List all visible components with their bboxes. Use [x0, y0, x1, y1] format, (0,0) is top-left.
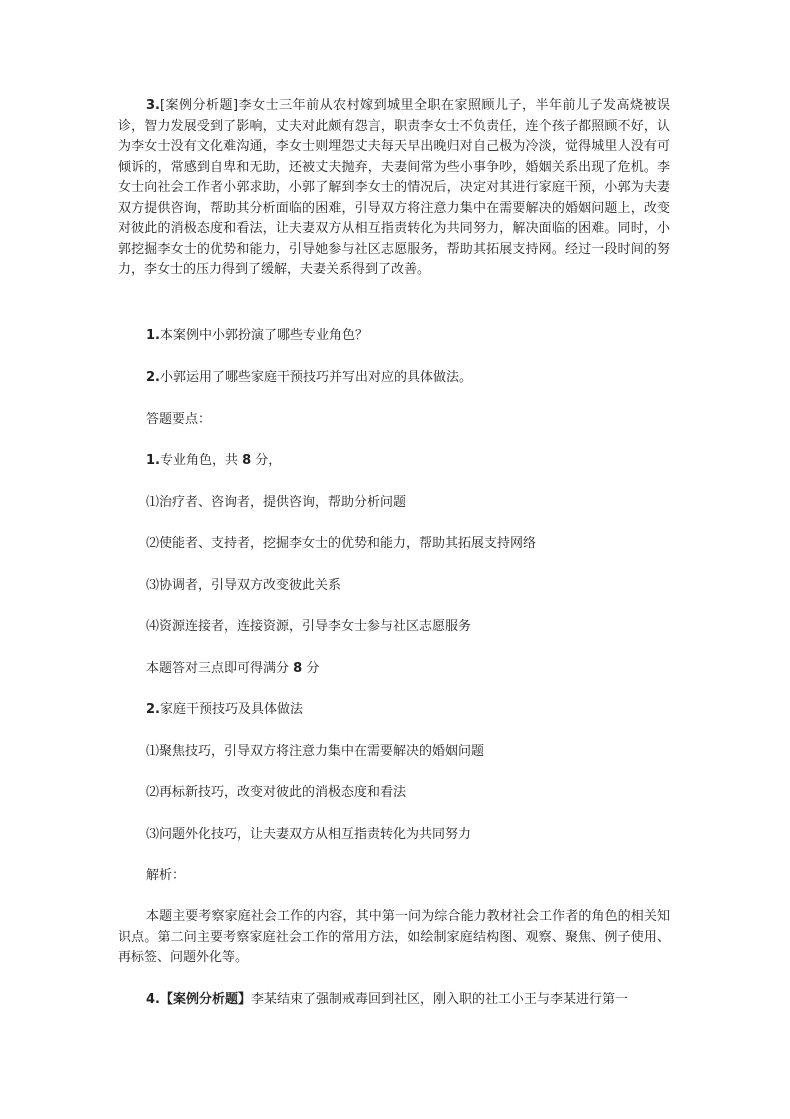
answer-2-item: ⑴聚焦技巧，引导双方将注意力集中在需要解决的婚姻问题	[146, 744, 485, 759]
question-1: 1.本案例中小郭扮演了哪些专业角色？	[146, 328, 368, 343]
case-4-number: 4.	[146, 992, 160, 1007]
answer-1-item: ⑷资源连接者，连接资源，引导李女士参与社区志愿服务	[146, 619, 472, 634]
answer-heading: 答题要点：	[146, 412, 212, 427]
answer-1-item: ⑶协调者，引导双方改变彼此关系	[146, 578, 342, 593]
answer-1-note: 本题答对三点即可得满分 8 分	[146, 661, 320, 676]
answer-1-title: 1.专业角色，共 8 分，	[146, 453, 282, 468]
case-4-tag: 【案例分析题】	[159, 992, 251, 1007]
analysis-heading: 解析：	[146, 868, 186, 883]
case-3-number: 3.	[146, 98, 160, 113]
answer-1-item: ⑴治疗者、咨询者，提供咨询，帮助分析问题	[146, 495, 407, 510]
answer-2-item: ⑵再标新技巧，改变对彼此的消极态度和看法	[146, 785, 407, 800]
analysis-paragraph: 本题主要考察家庭社会工作的内容，其中第一问为综合能力教材社会工作者的角色的相关知识点。第二问主要考察家庭社会工作的常用方法，如绘制家庭结构图、观察、聚焦、例子使用、再标签、问题外化等。	[118, 909, 670, 965]
case-3-text: [案例分析题]李女士三年前从农村嫁到城里全职在家照顾儿子，半年前儿子发高烧被误诊，智力发展受到了影响，丈夫对此颇有怨言，职责李女士不负责任，连个孩子都照顾不好，认为李女士没有文化难沟通，李女士则埋怨丈夫每天早出晚归对自己极为冷淡，觉得城里人没有可倾诉的，常感到自卑和无助，还被丈夫抛弃，夫妻间常为些小事争吵，婚姻关系出现了危机。李女士向社会工作者小郭求助，小郭了解到李女士的情况后，决定对其进行家庭干预，小郭为夫妻双方提供咨询，帮助其分析面临的困难，引导双方将注意力集中在需要解决的婚姻问题上，改变对彼此的消极态度和看法，让夫妻双方从相互指责转化为共同努力，解决面临的困难。同时，小郭挖掘李女士的优势和能力，引导她参与社区志愿服务，帮助其拓展支持网。经过一段时间的努力，李女士的压力得到了缓解，夫妻关系得到了改善。	[118, 98, 670, 277]
question-2: 2.小郭运用了哪些家庭干预技巧并写出对应的具体做法。	[146, 370, 472, 385]
case-4-paragraph	[118, 990, 670, 1011]
answer-2-item: ⑶问题外化技巧，让夫妻双方从相互指责转化为共同努力	[146, 827, 472, 842]
answer-1-item: ⑵使能者、支持者，挖掘李女士的优势和能力，帮助其拓展支持网络	[146, 536, 537, 551]
case-3-paragraph	[118, 96, 670, 281]
case-4-text: 李某结束了强制戒毒回到社区，刚入职的社工小王与李某进行第一	[251, 992, 629, 1007]
answer-2-title: 2.家庭干预技巧及具体做法	[146, 702, 303, 717]
